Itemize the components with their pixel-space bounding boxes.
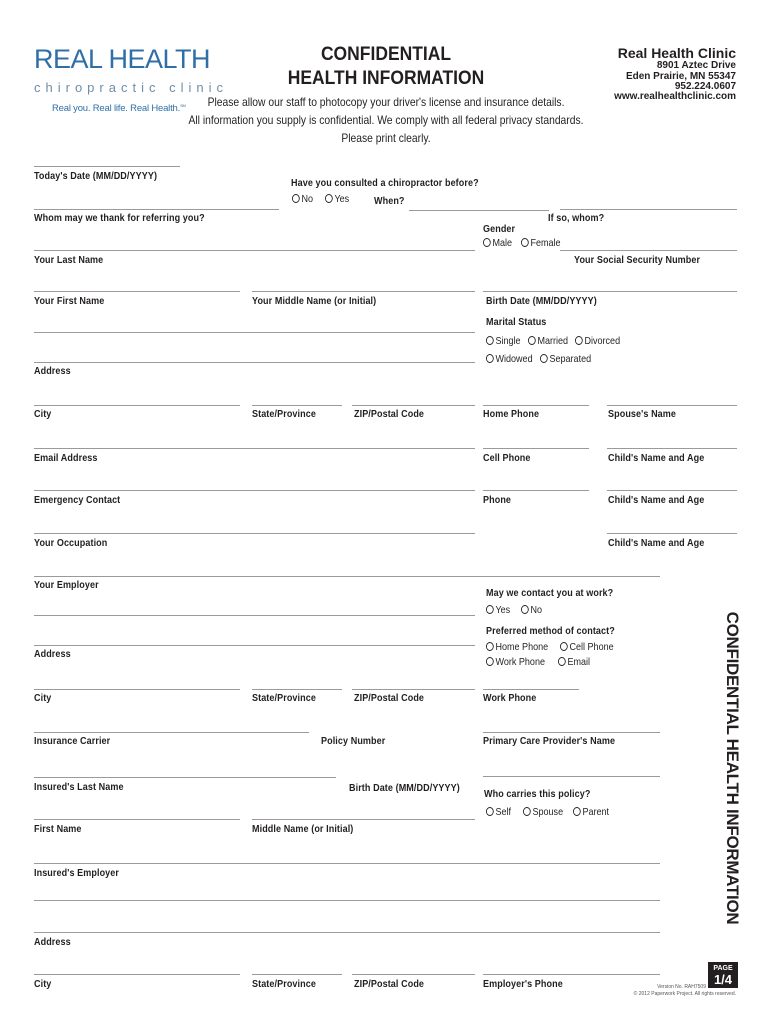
pcp-phone-field[interactable] [483,776,660,777]
radio-circle-icon [486,605,494,614]
preferred-email-radio[interactable]: Email [558,656,590,668]
when-label: When? [374,195,405,207]
todays-date-field[interactable] [34,166,180,167]
insured-address-label: Address [34,936,71,948]
marital-widowed-radio[interactable]: Widowed [486,353,533,365]
address-line1-field[interactable] [34,332,475,333]
insured-address-line1-field[interactable] [34,900,660,901]
insured-last-name-label: Insured's Last Name [34,781,124,793]
employer-phone-field[interactable] [483,974,660,975]
phone-label: Phone [483,494,512,506]
consulted-label: Have you consulted a chiropractor before? [291,177,479,189]
insured-city-label: City [34,978,52,990]
child2-label: Child's Name and Age [608,494,705,506]
state-field[interactable] [252,405,342,406]
last-name-label: Your Last Name [34,254,104,266]
employer-phone-label: Employer's Phone [483,978,563,990]
insured-zip-field[interactable] [352,974,475,975]
birth-date-field[interactable] [483,291,737,292]
middle-name-label: Your Middle Name (or Initial) [252,295,377,307]
ssn-field[interactable] [560,250,737,251]
child3-label: Child's Name and Age [608,537,705,549]
logo-brand: REAL HEALTH [34,44,211,74]
radio-circle-icon [486,642,494,651]
employer-state-field[interactable] [252,689,342,690]
insured-employer-label: Insured's Employer [34,867,119,879]
insured-state-label: State/Province [252,978,316,990]
marital-divorced-radio[interactable]: Divorced [575,335,620,347]
spouse-name-field[interactable] [607,405,737,406]
radio-circle-icon [521,238,529,247]
logo-tagline: Real you. Real life. Real Health.℠ [52,103,186,115]
child1-label: Child's Name and Age [608,452,705,464]
radio-circle-icon [486,657,494,666]
consulted-no-radio[interactable]: No [292,193,313,205]
intro-line3: Please print clearly. [341,131,431,145]
last-name-field[interactable] [34,250,475,251]
insured-employer-field[interactable] [34,863,660,864]
work-phone-label: Work Phone [483,692,537,704]
employer-city-label: City [34,692,52,704]
contact-work-no-radio[interactable]: No [521,604,542,616]
phone-field[interactable] [483,490,589,491]
radio-circle-icon [575,336,583,345]
gender-label: Gender [483,223,516,235]
preferred-work-radio[interactable]: Work Phone [486,656,545,668]
carries-parent-radio[interactable]: Parent [573,806,609,818]
pcp-field[interactable] [483,732,660,733]
first-name-label: Your First Name [34,295,105,307]
clinic-city: Eden Prairie, MN 55347 [625,71,736,82]
referring-field[interactable] [34,209,279,210]
radio-circle-icon [486,336,494,345]
referring-label: Whom may we thank for referring you? [34,212,205,224]
employer-address-line1-field[interactable] [34,615,475,616]
employer-zip-field[interactable] [352,689,475,690]
city-label: City [34,408,52,420]
radio-circle-icon [540,354,548,363]
contact-work-label: May we contact you at work? [486,587,614,599]
clinic-street: 8901 Aztec Drive [656,60,736,71]
radio-circle-icon [528,336,536,345]
emergency-label: Emergency Contact [34,494,121,506]
insured-first-name-label: First Name [34,823,82,835]
page-number-badge: PAGE 1/4 [708,962,738,988]
zip-field[interactable] [352,405,475,406]
insurance-carrier-field[interactable] [34,732,309,733]
insured-zip-label: ZIP/Postal Code [354,978,425,990]
todays-date-label: Today's Date (MM/DD/YYYY) [34,170,158,182]
marital-separated-radio[interactable]: Separated [540,353,591,365]
when-field[interactable] [409,210,549,211]
ssn-label: Your Social Security Number [574,254,701,266]
radio-circle-icon [523,807,531,816]
insured-city-field[interactable] [34,974,240,975]
marital-married-radio[interactable]: Married [528,335,568,347]
radio-circle-icon [558,657,566,666]
cell-phone-field[interactable] [483,448,589,449]
carries-policy-label: Who carries this policy? [484,788,591,800]
zip-label: ZIP/Postal Code [354,408,425,420]
clinic-website: www.realhealthclinic.com [614,91,736,102]
employer-address-label: Address [34,648,71,660]
preferred-contact-label: Preferred method of contact? [486,625,615,637]
gender-female-radio[interactable]: Female [521,237,561,249]
page-title-line2: HEALTH INFORMATION [287,68,485,89]
version-text: Version No. RAH7509 [657,984,706,990]
radio-circle-icon [573,807,581,816]
marital-label: Marital Status [486,316,547,328]
radio-circle-icon [325,194,333,203]
radio-circle-icon [560,642,568,651]
radio-circle-icon [486,807,494,816]
intro-line1: Please allow our staff to photocopy your driver's license and insurance details. [207,95,565,109]
if-so-label: If so, whom? [548,212,605,224]
middle-name-field[interactable] [252,291,475,292]
work-phone-field[interactable] [483,689,579,690]
address-line2-field[interactable] [34,362,475,363]
child1-field[interactable] [607,448,737,449]
marital-single-radio[interactable]: Single [486,335,521,347]
child3-field[interactable] [607,533,737,534]
birth-date-label: Birth Date (MM/DD/YYYY) [486,295,597,307]
intro-line2: All information you supply is confidential. We comply with all federal privacy standards. [188,113,584,127]
home-phone-field[interactable] [483,405,589,406]
insured-last-name-field[interactable] [34,777,336,778]
carries-spouse-radio[interactable]: Spouse [523,806,563,818]
logo-subtitle: chiropractic clinic [34,80,228,95]
city-field[interactable] [34,405,240,406]
clinic-phone: 952.224.0607 [674,81,736,92]
occupation-label: Your Occupation [34,537,108,549]
gender-male-radio[interactable]: Male [483,237,512,249]
policy-number-label: Policy Number [321,735,386,747]
child2-field[interactable] [607,490,737,491]
if-so-field[interactable] [560,209,737,210]
employer-address-line2-field[interactable] [34,645,475,646]
employer-field[interactable] [34,576,660,577]
first-name-field[interactable] [34,291,240,292]
insured-birth-date-label: Birth Date (MM/DD/YYYY) [349,782,460,794]
emergency-field[interactable] [34,490,475,491]
insured-first-name-field[interactable] [34,819,240,820]
radio-circle-icon [483,238,491,247]
pcp-label: Primary Care Provider's Name [483,735,616,747]
employer-state-label: State/Province [252,692,316,704]
insurance-carrier-label: Insurance Carrier [34,735,111,747]
radio-circle-icon [292,194,300,203]
radio-circle-icon [521,605,529,614]
insured-address-line2-field[interactable] [34,932,660,933]
copyright-text: © 2012 Paperwork Project. All rights reserved. [633,991,736,997]
state-label: State/Province [252,408,316,420]
spouse-name-label: Spouse's Name [608,408,677,420]
email-field[interactable] [34,448,475,449]
insured-state-field[interactable] [252,974,342,975]
employer-zip-label: ZIP/Postal Code [354,692,425,704]
contact-work-yes-radio[interactable]: Yes [486,604,510,616]
insured-middle-name-field[interactable] [252,819,475,820]
email-label: Email Address [34,452,98,464]
consulted-yes-radio[interactable]: Yes [325,193,349,205]
page-title-line1: CONFIDENTIAL [320,44,452,65]
insured-middle-name-label: Middle Name (or Initial) [252,823,354,835]
employer-city-field[interactable] [34,689,240,690]
home-phone-label: Home Phone [483,408,540,420]
side-banner: CONFIDENTIAL HEALTH INFORMATION [723,611,742,925]
carries-self-radio[interactable]: Self [486,806,511,818]
clinic-name: Real Health Clinic [617,45,736,61]
address-label: Address [34,365,71,377]
cell-phone-label: Cell Phone [483,452,531,464]
occupation-field[interactable] [34,533,475,534]
preferred-home-radio[interactable]: Home Phone [486,641,548,653]
preferred-cell-radio[interactable]: Cell Phone [560,641,614,653]
radio-circle-icon [486,354,494,363]
employer-label: Your Employer [34,579,99,591]
